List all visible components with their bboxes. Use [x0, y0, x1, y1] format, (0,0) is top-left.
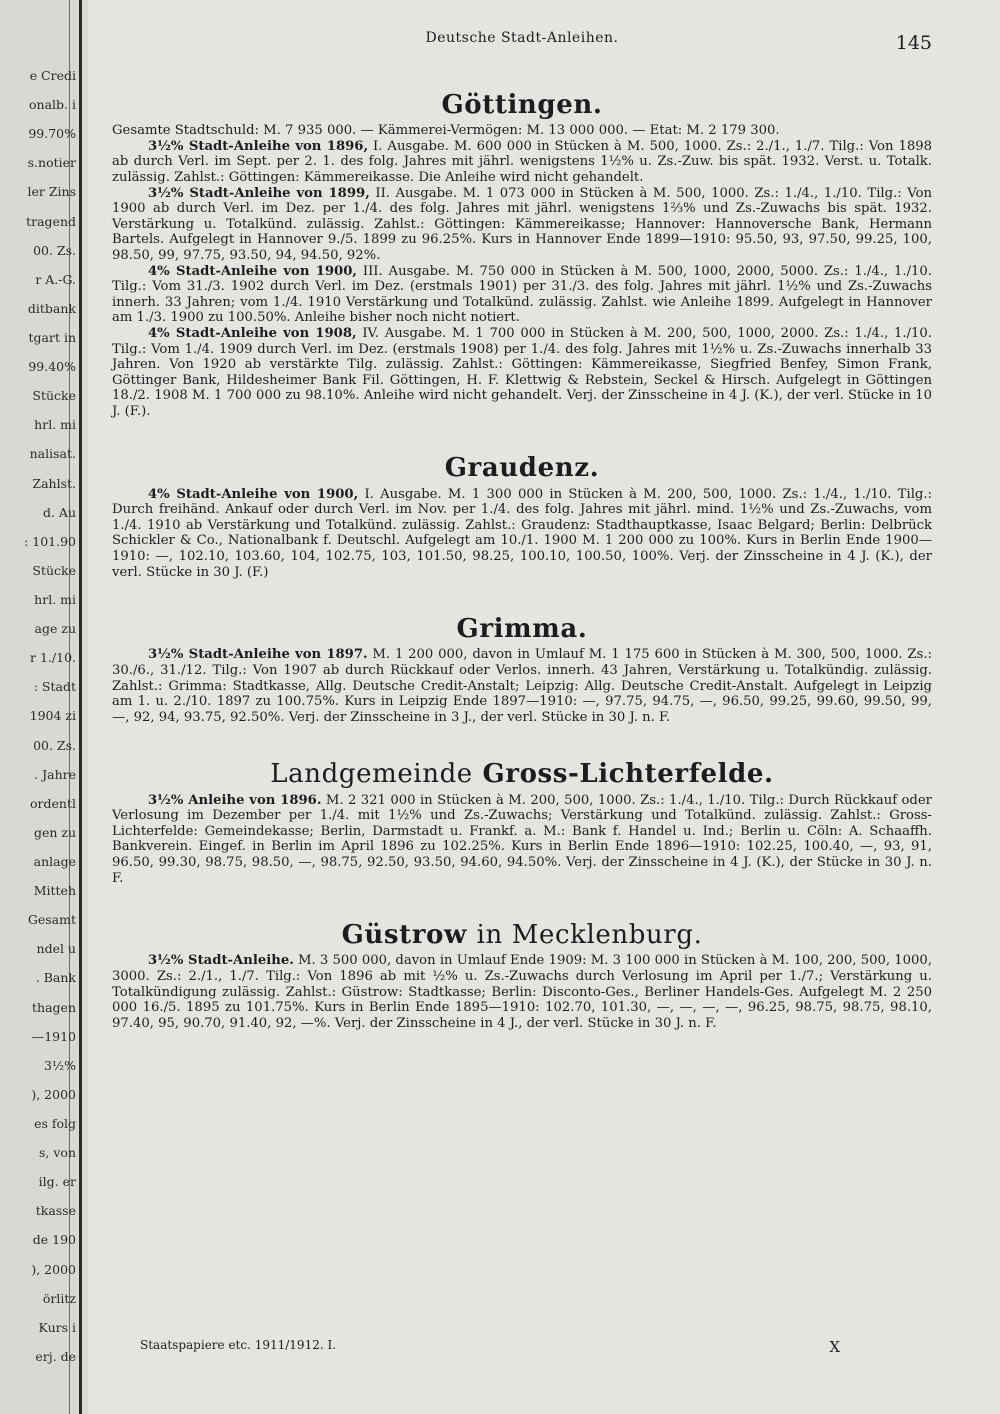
adjacent-page-fragment: erj. de	[35, 1349, 76, 1364]
adjacent-page-fragment: 00. Zs.	[33, 738, 76, 753]
adjacent-page-fragment: age zu	[34, 621, 76, 636]
adjacent-page-fragment: Gesamt	[27, 912, 76, 927]
bond-entry: 4% Stadt-Anleihe von 1908, IV. Ausgabe. M. 1 700 000 in Stücken à M. 200, 500, 1000, 2000. Zs.: 1./4., 1./10. Tilg.: Vom 1./4. 1909 durch Verl. im Dez. (erstmals 1908) per 1./4. des folg. Jahres mit 1½% u. Zs.-Zuwachs innerhalb 33 Jahren. Von 1920 ab verstärkte Tilg. zulässig. Zahlst.: Göttingen: Kämmereikasse, Siegfried Benfey, Simon Frank, Göttinger Bank, Hildesheimer Bank Fil. Göttingen, H. F. Klettwig & Rebstein, Seckel & Hirsch. Aufgelegt in Göttingen 18./2. 1908 M. 1 700 000 zu 98.10%. Anleihe wird nicht gehandelt. Verj. der Zinsscheine in 4 J. (K.), der verl. Stücke in 10 J. (F.).	[112, 325, 932, 419]
adjacent-page-fragment: 3½%	[44, 1058, 76, 1073]
adjacent-page-fragment: . Jahre	[34, 767, 76, 782]
bond-entry: 3½% Stadt-Anleihe von 1897. M. 1 200 000, davon in Umlauf M. 1 175 600 in Stücken à M. 300, 500, 1000. Zs.: 30./6., 31./12. Tilg.: Von 1907 ab durch Rückkauf oder Verlos. innerh. 43 Jahren, Verstärkung u. Totalkündig. zulässig. Zahlst.: Grimma: Stadtkasse, Allg. Deutsche Credit-Anstalt; Leipzig: Allg. Deutsche Credit-Anstalt. Aufgelegt in Leipzig am 1. u. 2./10. 1897 zu 100.75%. Kurs in Leipzig Ende 1897—1910: —, 97.75, 94.75, —, 96.50, 99.25, 99.60, 99.50, 99, —, 92, 94, 93.75, 92.50%. Verj. der Zinsscheine in 3 J., der verl. Stücke in 30 J. n. F.	[112, 647, 932, 725]
adjacent-page-fragment: Stücke	[32, 563, 76, 578]
adjacent-page-fragment: tragend	[26, 214, 76, 229]
bond-entry: 3½% Stadt-Anleihe von 1896, I. Ausgabe. M. 600 000 in Stücken à M. 500, 1000. Zs.: 2./1., 1./7. Tilg.: Von 1898 ab durch Verl. im Sept. per 2. 1. des folg. Jahres mit jährl. wenigstens 1½% u. Zs.-Zuw. bis spät. 1932. Verst. u. Totalk. zulässig. Zahlst.: Göttingen: Kämmereikasse. Die Anleihe wird nicht gehandelt.	[112, 138, 933, 185]
adjacent-page-fragment: gen zu	[33, 825, 76, 840]
adjacent-page-fragment: : Stadt	[33, 679, 76, 694]
adjacent-page-fragment: s.notier	[27, 155, 76, 170]
section-title-goettingen: Göttingen.	[441, 90, 603, 120]
adjacent-page-fragment: . Bank	[35, 970, 76, 985]
adjacent-page-fragment: ), 2000	[31, 1087, 76, 1102]
adjacent-page-fragment: Zahlst.	[32, 476, 76, 491]
adjacent-page-fragment: d. Au	[42, 505, 76, 520]
page-footer	[140, 1338, 840, 1356]
adjacent-page-fragment: ler Zins	[27, 184, 76, 199]
adjacent-page-fragment: nalisat.	[29, 446, 76, 461]
adjacent-page-fragment: r 1./10.	[30, 650, 76, 665]
section-title-graudenz: Graudenz.	[444, 453, 600, 484]
adjacent-page-fragment: r A.-G.	[35, 272, 76, 287]
adjacent-page-fragment: anlage	[33, 854, 76, 869]
adjacent-page-fragment: 99.40%	[28, 359, 76, 374]
binding-edge-line	[79, 0, 82, 1414]
adjacent-page-fragment: 00. Zs.	[33, 243, 76, 258]
section-title-gross-lichterfelde: Landgemeinde Gross-Lichterfelde.	[270, 759, 774, 790]
adjacent-page-fragment: onalb. i	[29, 97, 76, 112]
adjacent-page-fragment: es folg	[34, 1116, 76, 1131]
adjacent-page-fragment: ilg. er	[38, 1174, 76, 1189]
adjacent-page-fragment: ), 2000	[31, 1262, 76, 1277]
bond-entry: 4% Stadt-Anleihe von 1900, III. Ausgabe. M. 750 000 in Stücken à M. 500, 1000, 2000, 5000. Zs.: 1./4., 1./10. Tilg.: Vom 31./3. 1902 durch Verl. im Dez. (erstmals 1901) per 31./3. des folg. Jahres mit jährl. 1½% und Zs.-Zuwachs innerh. 33 Jahren; vom 1./4. 1910 Verstärkung und Totalkünd. zulässig. Zahlst. wie Anleihe 1899. Aufgelegt in Hannover am 1./3. 1900 zu 100.50%. Anleihe bisher noch nicht notiert.	[112, 263, 932, 326]
adjacent-page-fragment: Mitteh	[33, 883, 76, 898]
running-head-title: Deutsche Stadt-Anleihen.	[425, 30, 619, 46]
bond-entry: 3½% Anleihe von 1896. M. 2 321 000 in Stücken à M. 200, 500, 1000. Zs.: 1./4., 1./10. Tilg.: Durch Rückkauf oder Verlosung im Dezember per 1./4. mit 1½% und Zs.-Zuwachs; Verstärkung und Totalkünd. zulässig. Zahlst.: Gross-Lichterfelde: Gemeindekasse; Berlin, Darmstadt u. Frankf. a. M.: Bank f. Handel u. Ind.; Berlin u. Cöln: A. Schaaffh. Bankverein. Eingef. in Berlin im April 1896 zu 102.25%. Kurs in Berlin Ende 1896—1910: 102.25, 100.40, —, 93, 91, 96.50, 99.30, 98.75, 98.50, —, 98.75, 92.50, 93.50, 94.60, 94.50%. Verj. der Zinsscheine in 4 J. (K.), der Stücke in 30 J. n. F.	[112, 792, 932, 886]
bond-entry: 4% Stadt-Anleihe von 1900, I. Ausgabe. M. 1 300 000 in Stücken à M. 200, 500, 1000. Zs.: 1./4., 1./10. Tilg.: Durch freihänd. Ankauf oder durch Verl. im Nov. per 1./4. des folg. Jahres mit jährl. mind. 1½% und Zs.-Zuwachs, vom 1./4. 1910 ab Verstärkung und Totalkünd. zulässig. Zahlst.: Graudenz: Stadthauptkasse, Isaac Belgard; Berlin: Delbrück Schickler & Co., Nationalbank f. Deutschl. Aufgelegt am 10./1. 1900 M. 1 200 000 zu 100%. Kurs in Berlin Ende 1900—1910: —, 102.10, 103.60, 104, 102.75, 103, 101.50, 98.25, 100.10, 100.50, 100%. Verj. der Zinsscheine in 4 J. (K.), der verl. Stücke in 30 J. (F.)	[112, 486, 932, 580]
adjacent-page-fragment: tkasse	[35, 1203, 76, 1218]
page-binding-strip	[0, 0, 88, 1414]
page-number: 145	[895, 32, 932, 54]
adjacent-page-fragment: tgart in	[28, 330, 76, 345]
adjacent-page-fragment: : 101.90	[24, 534, 76, 549]
adjacent-page-fragment: 1904 zi	[29, 708, 76, 723]
adjacent-page-fragment: hrl. mi	[34, 417, 76, 432]
footer-sheet-mark: X	[829, 1338, 840, 1356]
footer-signature: Staatspapiere etc. 1911/1912. I.	[140, 1338, 337, 1352]
adjacent-page-fragment: 99.70%	[28, 126, 76, 141]
binding-shadow-line	[69, 0, 70, 1414]
bond-entry: 3½% Stadt-Anleihe von 1899, II. Ausgabe. M. 1 073 000 in Stücken à M. 500, 1000. Zs.: 1./4., 1./10. Tilg.: Von 1900 ab durch Verl. im Dez. per 1./4. des folg. Jahres mit jährl. wenigstens 1⅔% und Zs.-Zuwachs bis spät. 1932. Verstärkung u. Totalkünd. zulässig. Zahlst.: Göttingen: Kämmereikasse; Hannover: Hannoversche Bank, Hermann Bartels. Aufgelegt in Hannover 9./5. 1899 zu 96.25%. Kurs in Hannover Ende 1899—1910: 95.50, 93, 97.50, 99.25, 100, 98.50, 99, 97.75, 93.50, 94, 94.50, 92%.	[112, 185, 932, 263]
section-title-grimma: Grimma.	[456, 614, 588, 645]
adjacent-page-fragment: thagen	[32, 1000, 76, 1015]
adjacent-page-fragment: ditbank	[27, 301, 76, 316]
adjacent-page-fragment: ordentl	[30, 796, 76, 811]
section-title-guestrow: Güstrow in Mecklenburg.	[341, 920, 703, 951]
running-head	[112, 22, 932, 54]
adjacent-page-fragment: ndel u	[36, 941, 76, 956]
adjacent-page-fragment: hrl. mi	[34, 592, 76, 607]
adjacent-page-fragment: de 190	[32, 1232, 76, 1247]
bond-entry: 3½% Stadt-Anleihe. M. 3 500 000, davon in Umlauf Ende 1909: M. 3 100 000 in Stücken à M. 100, 200, 500, 1000, 3000. Zs.: 2./1., 1./7. Tilg.: Von 1896 ab mit ½% u. Zs.-Zuwachs durch Verlosung im April per 1./7.; Verstärkung u. Totalkündigung zulässig. Zahlst.: Güstrow: Stadtkasse; Berlin: Disconto-Ges., Berliner Handels-Ges. Aufgelegt M. 2 250 000 16./5. 1895 zu 101.75%. Kurs in Berlin Ende 1895—1910: 102.70, 101.30, —, —, —, —, 96.25, 98.75, 98.75, 98.10, 97.40, 95, 90.70, 91.40, 92, —%. Verj. der Zinsscheine in 4 J., der verl. Stücke in 30 J. n. F.	[112, 953, 933, 1031]
adjacent-page-fragment: s, von	[39, 1145, 76, 1160]
section-summary: Gesamte Stadtschuld: M. 7 935 000. — Kämmerei-Vermögen: M. 13 000 000. — Etat: M. 2 179 300.	[112, 123, 780, 139]
adjacent-page-fragment: örlitz	[42, 1291, 76, 1306]
adjacent-page-fragment: —1910	[31, 1029, 76, 1044]
adjacent-page-fragment: e Credi	[29, 68, 76, 83]
adjacent-page-fragment: Kurs i	[38, 1320, 76, 1335]
document-page	[112, 22, 932, 1031]
adjacent-page-fragment: Stücke	[32, 388, 76, 403]
